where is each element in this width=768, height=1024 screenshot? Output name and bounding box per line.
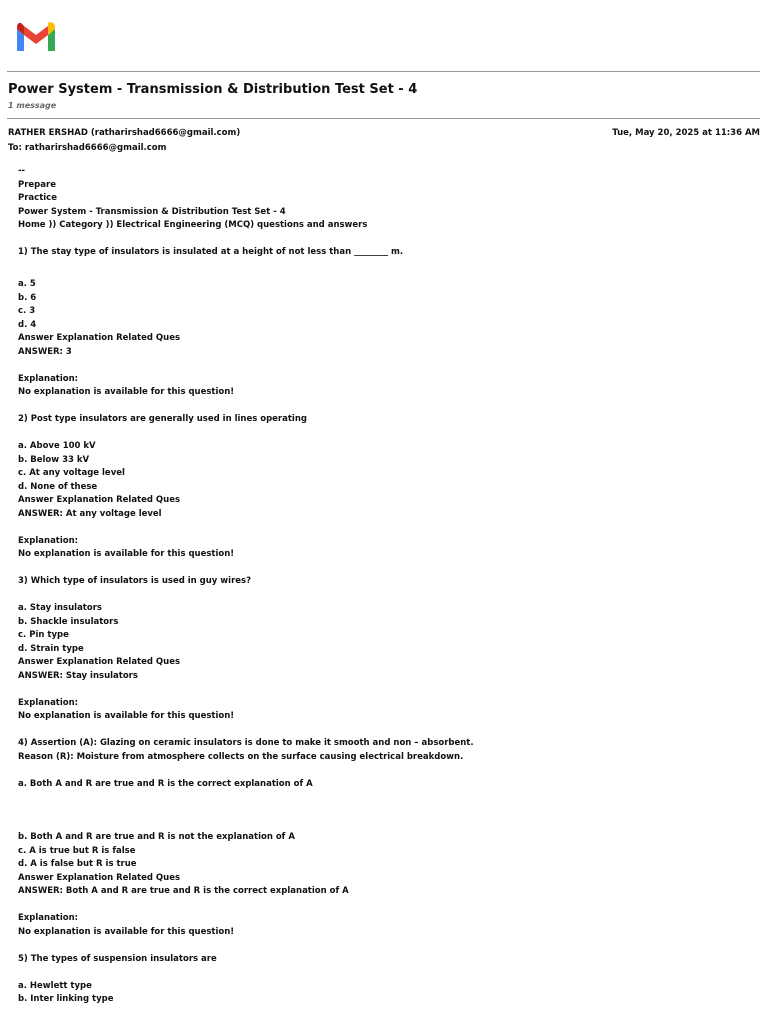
- q4-option-c: c. A is true but R is false: [18, 845, 136, 856]
- q3-option-c: c. Pin type: [18, 630, 69, 640]
- q1-option-c: c. 3: [18, 306, 36, 316]
- q4-reason: Reason (R): Moisture from atmosphere collects on the surface causing electrical breakdown.: [18, 751, 464, 762]
- email-sender: RATHER ERSHAD (ratharirshad6666@gmail.com): [8, 128, 241, 138]
- q1-option-a: a. 5: [18, 279, 36, 289]
- q2-answer: ANSWER: At any voltage level: [18, 508, 162, 519]
- q1-option-d: d. 4: [18, 319, 37, 330]
- question-4: 4) Assertion (A): Glazing on ceramic insulators is done to make it smooth and non – absorbent.: [18, 738, 474, 748]
- q2-option-d: d. None of these: [18, 481, 98, 492]
- q2-tabs[interactable]: Answer Explanation Related Ques: [18, 495, 181, 505]
- q1-tabs[interactable]: Answer Explanation Related Ques: [18, 333, 181, 343]
- header-divider: [7, 71, 760, 72]
- q1-explanation-label: Explanation:: [18, 373, 79, 384]
- question-1: 1) The stay type of insulators is insulated at a height of not less than ________ m.: [18, 247, 404, 257]
- q4-option-b: b. Both A and R are true and R is not the explanation of A: [18, 832, 295, 842]
- q1-answer: ANSWER: 3: [18, 346, 72, 357]
- q3-explanation: No explanation is available for this question!: [18, 711, 235, 721]
- question-2: 2) Post type insulators are generally used in lines operating: [18, 414, 307, 424]
- q4-option-d: d. A is false but R is true: [18, 859, 137, 869]
- q1-option-b: b. 6: [18, 292, 37, 303]
- gmail-logo-icon: [14, 20, 58, 54]
- q4-explanation: No explanation is available for this question!: [18, 926, 235, 937]
- q3-answer: ANSWER: Stay insulators: [18, 670, 138, 681]
- q3-option-a: a. Stay insulators: [18, 603, 102, 613]
- q5-option-b: b. Inter linking type: [18, 994, 114, 1004]
- q3-tabs[interactable]: Answer Explanation Related Ques: [18, 657, 181, 667]
- body-heading: Power System - Transmission & Distribution Test Set - 4: [18, 206, 286, 217]
- q1-explanation: No explanation is available for this question!: [18, 387, 235, 397]
- q4-tabs[interactable]: Answer Explanation Related Ques: [18, 872, 181, 883]
- q3-option-b: b. Shackle insulators: [18, 616, 119, 627]
- practice-link[interactable]: Practice: [18, 193, 57, 203]
- q2-explanation-label: Explanation:: [18, 535, 79, 546]
- question-3: 3) Which type of insulators is used in guy wires?: [18, 576, 252, 586]
- q2-explanation: No explanation is available for this question!: [18, 549, 235, 559]
- prepare-link[interactable]: Prepare: [18, 179, 56, 190]
- q4-option-a: a. Both A and R are true and R is the correct explanation of A: [18, 778, 313, 789]
- q2-option-a: a. Above 100 kV: [18, 441, 96, 451]
- message-count: 1 message: [8, 101, 57, 110]
- question-5: 5) The types of suspension insulators are: [18, 953, 217, 964]
- q4-answer: ANSWER: Both A and R are true and R is the correct explanation of A: [18, 886, 349, 896]
- email-subject: Power System - Transmission & Distribution Test Set - 4: [8, 82, 418, 97]
- q3-option-d: d. Strain type: [18, 643, 84, 654]
- email-recipient: To: ratharirshad6666@gmail.com: [8, 143, 167, 153]
- body-dash: --: [18, 166, 26, 176]
- q3-explanation-label: Explanation:: [18, 697, 79, 708]
- q2-option-b: b. Below 33 kV: [18, 454, 90, 465]
- q4-explanation-label: Explanation:: [18, 913, 79, 923]
- q2-option-c: c. At any voltage level: [18, 468, 125, 478]
- email-date: Tue, May 20, 2025 at 11:36 AM: [612, 128, 760, 138]
- subject-divider: [7, 118, 760, 119]
- email-body: [18, 165, 758, 1007]
- breadcrumb[interactable]: Home )) Category )) Electrical Engineering (MCQ) questions and answers: [18, 220, 368, 230]
- q5-option-a: a. Hewlett type: [18, 980, 92, 991]
